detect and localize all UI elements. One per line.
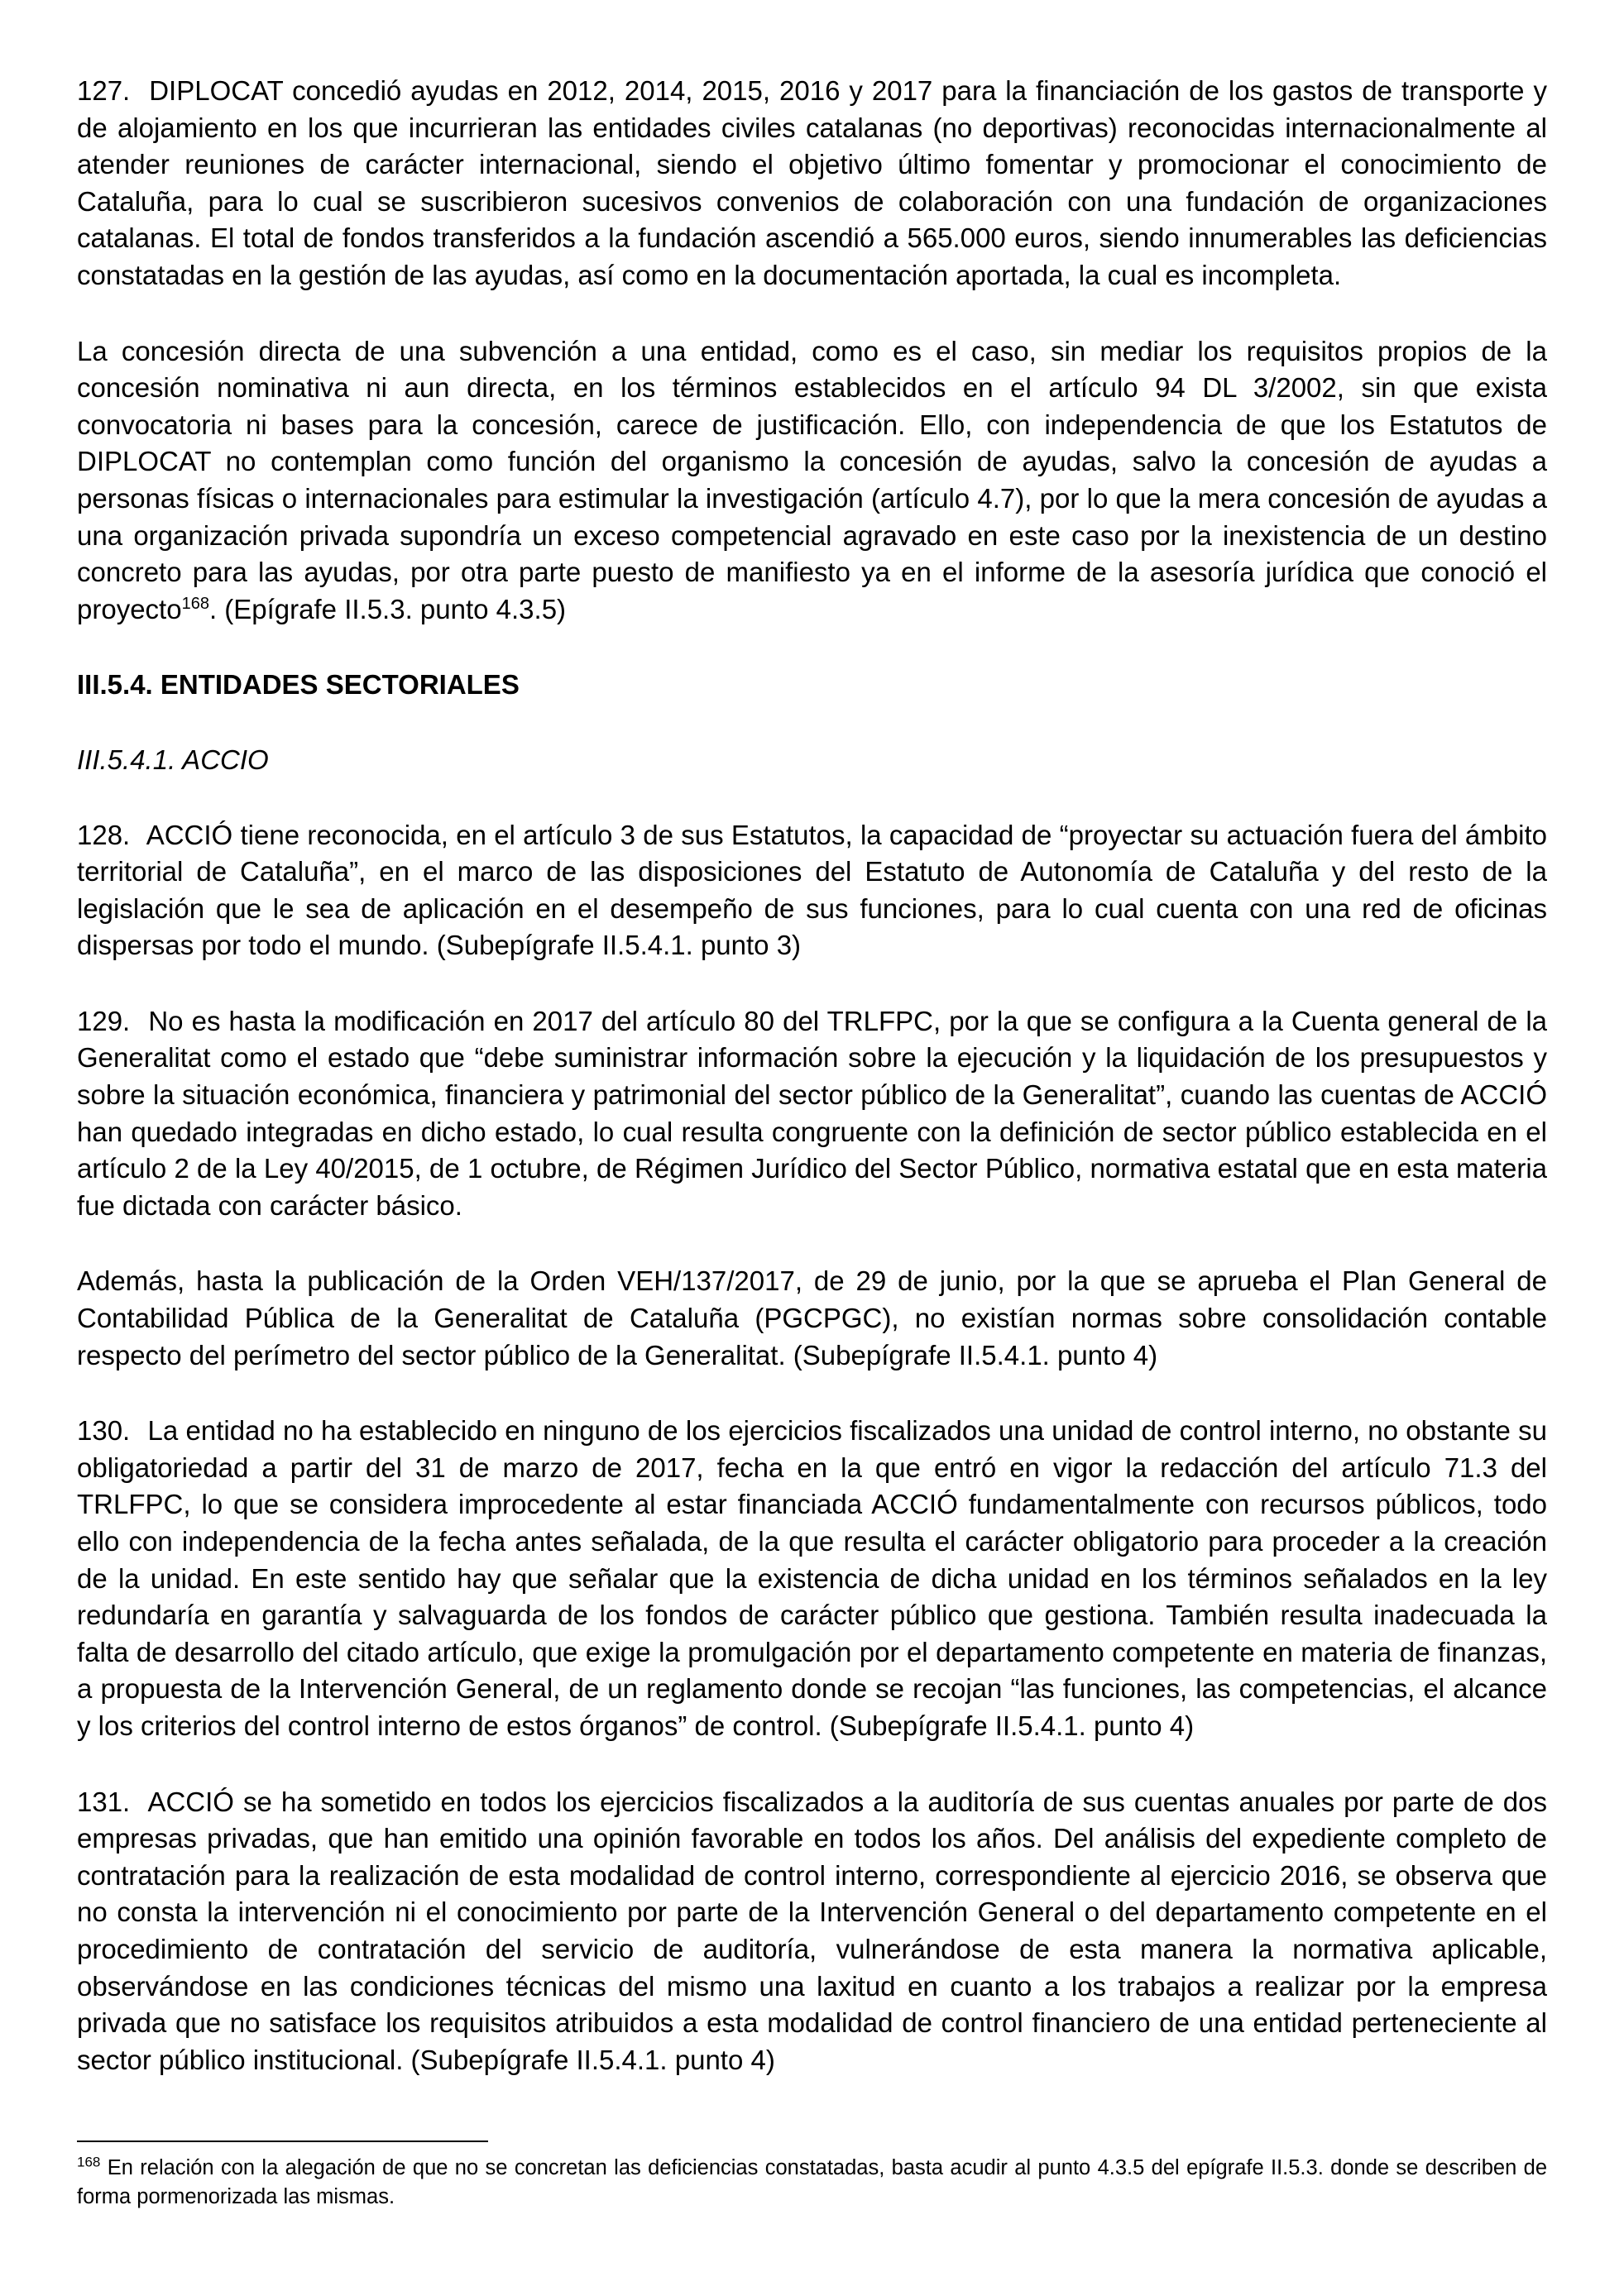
footnote-number: 168 (77, 2154, 101, 2170)
paragraph-number: 128. (77, 819, 131, 850)
paragraph-129-continuation (77, 1263, 1547, 1374)
paragraph-text: DIPLOCAT concedió ayudas en 2012, 2014, 2015, 2016 y 2017 para la financiación de los gastos de transporte y de alojamiento en los que incurrieran las entidades civiles catalanas (no deportivas) reconocidas internacionalmente al atender reuniones de carácter internacional, siendo el objetivo último fomentar y promocionar el conocimiento de Cataluña, para lo cual se suscribieron sucesivos convenios de colaboración con una fundación de organizaciones catalanas. El total de fondos transferidos a la fundación ascendió a 565.000 euros, siendo innumerables las deficiencias constatadas en la gestión de las ayudas, así como en la documentación aportada, la cual es incompleta. (77, 75, 1548, 290)
paragraph-number: 129. (77, 1005, 131, 1036)
paragraph-127 (77, 73, 1547, 294)
paragraph-text: Además, hasta la publicación de la Orden VEH/137/2017, de 29 de junio, por la que se aprueba el Plan General de Contabilidad Pública de la Generalitat de Cataluña (PGCPGC), no existían normas sobre consolidación contable respecto del perímetro del sector público de la Generalitat. (Subepígrafe II.5.4.1. punto 4) (77, 1265, 1547, 1370)
paragraph-text: La entidad no ha establecido en ninguno de los ejercicios fiscalizados una unidad de control interno, no obstante su obligatoriedad a partir del 31 de marzo de 2017, fecha en la que entró en vigor la redacción del artículo 71.3 del TRLFPC, lo que se considera improcedente al estar financiada ACCIÓ fundamentalmente con recursos públicos, todo ello con independencia de la fecha antes señalada, de la que resulta el carácter obligatorio para proceder a la creación de la unidad. En este sentido hay que señalar que la existencia de dicha unidad en los términos señalados en la ley redundaría en garantía y salvaguarda de los fondos de carácter público que gestiona. También resulta inadecuada la falta de desarrollo del citado artículo, que exige la promulgación por el departamento competente en materia de finanzas, a propuesta de la Intervención General, de un reglamento donde se recojan “las funciones, las competencias, el alcance y los criterios del control interno de estos órganos” de control. (Subepígrafe II.5.4.1. punto 4) (77, 1415, 1548, 1741)
paragraph-number: 130. (77, 1415, 131, 1447)
paragraph-130 (77, 1413, 1547, 1744)
paragraph-text: No es hasta la modificación en 2017 del artículo 80 del TRLFPC, por la que se configura a la Cuenta general de la Generalitat como el estado que “debe suministrar información sobre la ejecución y la liquidación de los presupuestos y sobre la situación económica, financiera y patrimonial del sector público de la Generalitat”, cuando las cuentas de ACCIÓ han quedado integradas en dicho estado, lo cual resulta congruente con la definición de sector público establecida en el artículo 2 de la Ley 40/2015, de 1 octubre, de Régimen Jurídico del Sector Público, normativa estatal que en esta materia fue dictada con carácter básico. (77, 1005, 1548, 1221)
paragraph-number: 131. (77, 1786, 131, 1817)
paragraph-number: 127. (77, 75, 131, 106)
paragraph-128 (77, 817, 1547, 964)
paragraph-text: ACCIÓ se ha sometido en todos los ejercicios fiscalizados a la auditoría de sus cuentas anuales por parte de dos empresas privadas, que han emitido una opinión favorable en todos los años. Del análisis del expediente completo de contratación para la realización de esta modalidad de control interno, correspondiente al ejercicio 2016, se observa que no consta la intervención ni el conocimiento por parte de la Intervención General o del departamento competente en el procedimiento de contratación del servicio de auditoría, vulnerándose de esta manera la normativa aplicable, observándose en las condiciones técnicas del mismo una laxitud en cuanto a los trabajos a realizar por la empresa privada que no satisface los requisitos atribuidos a esta modalidad de control financiero de una entidad perteneciente al sector público institucional. (Subepígrafe II.5.4.1. punto 4) (77, 1786, 1547, 2075)
paragraph-text: La concesión directa de una subvención a una entidad, como es el caso, sin mediar los requisitos propios de la concesión nominativa ni aun directa, en los términos establecidos en el artículo 94 DL 3/2002, sin que exista convocatoria ni bases para la concesión, carece de justificación. Ello, con independencia de que los Estatutos de DIPLOCAT no contemplan como función del organismo la concesión de ayudas, salvo la concesión de ayudas a personas físicas o internacionales para estimular la investigación (artículo 4.7), por lo que la mera concesión de ayudas a una organización privada supondría un exceso competencial agravado en este caso por la inexistencia de un destino concreto para las ayudas, por otra parte puesto de manifiesto ya en el informe de la asesoría jurídica que conoció el proyecto (77, 335, 1547, 624)
paragraph-131 (77, 1784, 1547, 2079)
subsection-heading: III.5.4.1. ACCIO (77, 744, 269, 775)
paragraph-text-tail: . (Epígrafe II.5.3. punto 4.3.5) (208, 593, 567, 624)
paragraph-text: ACCIÓ tiene reconocida, en el artículo 3 de sus Estatutos, la capacidad de “proyectar su actuación fuera del ámbito territorial de Cataluña”, en el marco de las disposiciones del Estatuto de Autonomía de Cataluña y del resto de la legislación que le sea de aplicación en el desempeño de sus funciones, para lo cual cuenta con una red de oficinas dispersas por todo el mundo. (Subepígrafe II.5.4.1. punto 3) (77, 819, 1547, 961)
document-body (77, 73, 1547, 2117)
footnote-separator (77, 2141, 488, 2142)
footnote-168 (77, 2154, 1547, 2212)
section-heading: III.5.4. ENTIDADES SECTORIALES (77, 669, 520, 701)
footnote-reference[interactable]: 168 (181, 594, 209, 613)
paragraph-127-continuation (77, 333, 1547, 629)
footnote-text: En relación con la alegación de que no se concretan las deficiencias constatadas, basta acudir al punto 4.3.5 del epígrafe II.5.3. donde se describen de forma pormenorizada las mismas. (77, 2156, 1547, 2208)
paragraph-129 (77, 1003, 1547, 1225)
